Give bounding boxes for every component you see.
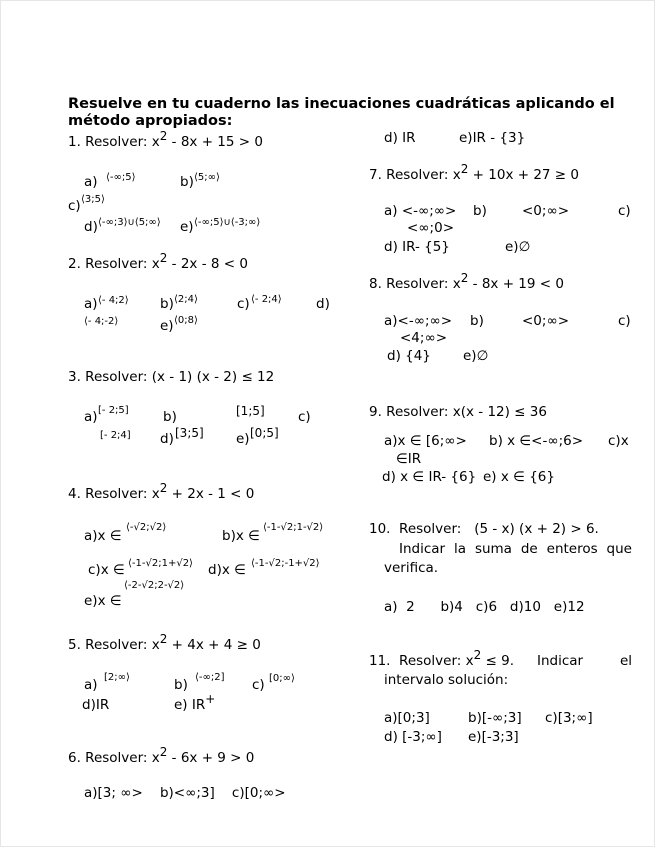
q4-option-e-label: e)x ∈ xyxy=(84,593,122,609)
q9-option-c: ∈IR xyxy=(396,451,422,467)
q1-option-b: ⟨5;∞⟩ xyxy=(194,172,220,183)
q5-option-b-label: b) xyxy=(174,677,188,693)
q1-option-b-label: b) xyxy=(180,174,194,190)
q9-option-e: e) x ∈ {6} xyxy=(483,469,555,485)
q2-option-a-label: a) xyxy=(84,296,98,312)
q7-option-d: d) IR- {5} xyxy=(384,239,450,255)
q5-option-d: d)IR xyxy=(82,697,110,713)
question-11: 11. Resolver: $x^2 \le 9$. xyxy=(369,647,515,669)
q-prev-option-d: d) IR xyxy=(384,130,416,146)
q7-option-c: <∞;0> xyxy=(407,220,455,236)
q3-option-e: [0;5] xyxy=(250,426,279,440)
question-8: 8. Resolver: $x^2 - 8x + 19 < 0$ xyxy=(369,270,564,292)
q2-option-e: ⟨0;8⟩ xyxy=(174,315,198,326)
q3-option-d-label: d) xyxy=(160,431,174,447)
q9-option-b: b) x ∈<-∞;6> xyxy=(489,433,584,449)
q11-option-b: b)[-∞;3] xyxy=(468,710,522,726)
q8-option-e: e)∅ xyxy=(463,348,489,364)
q1-option-c-label: c) xyxy=(68,198,81,214)
question-1: 1. Resolver: $x^2 - 8x + 15 > 0$ xyxy=(68,128,263,150)
title-line-1: Resuelve en tu cuaderno las inecuaciones cuadráticas aplicando el xyxy=(68,96,615,112)
q3-option-d: [3;5] xyxy=(175,426,204,440)
q11-option-d: d) [-3;∞] xyxy=(384,729,442,745)
q3-option-a: [- 2;5] xyxy=(98,405,129,416)
q4-option-a-label: a)x ∈ xyxy=(84,528,122,544)
q3-option-b: [1;5] xyxy=(236,404,265,418)
q4-option-d-label: d)x ∈ xyxy=(208,562,246,578)
q3-option-e-label: e) xyxy=(236,431,250,447)
q2-option-a: ⟨- 4;2⟩ xyxy=(98,295,129,306)
q2-option-e-label: e) xyxy=(160,318,174,334)
q2-option-d-label: d) xyxy=(316,296,330,312)
q8-option-b: <0;∞> xyxy=(522,313,570,329)
q2-option-d: ⟨- 4;-2⟩ xyxy=(84,316,119,327)
q-prev-option-e: e)IR - {3} xyxy=(459,130,526,146)
question-4: 4. Resolver: $x^2 + 2x - 1 < 0$ xyxy=(68,480,255,502)
question-10-line-2: Indicar la suma de enteros que xyxy=(399,541,632,557)
q5-option-e: e) IR+ xyxy=(174,691,216,713)
q4-option-a: ⟨-√2;√2⟩ xyxy=(126,522,167,533)
q8-option-b-label: b) xyxy=(470,313,484,329)
q2-option-b: ⟨2;4⟩ xyxy=(174,294,198,305)
question-3: 3. Resolver: (x - 1) (x - 2) ≤ 12 xyxy=(68,369,275,385)
q9-option-c-label: c)x xyxy=(608,433,629,449)
q4-option-b: ⟨-1-√2;1-√2⟩ xyxy=(263,522,324,533)
q3-option-c-label: c) xyxy=(298,409,311,425)
q2-option-c: ⟨- 2;4⟩ xyxy=(251,294,282,305)
q7-option-c-label: c) xyxy=(618,203,631,219)
q11-option-e: e)[-3;3] xyxy=(468,729,519,745)
q1-option-d-label: d) xyxy=(84,219,98,235)
question-2: 2. Resolver: $x^2 - 2x - 8 < 0$ xyxy=(68,250,248,272)
q8-option-c-label: c) xyxy=(618,313,631,329)
q9-option-a: a)x ∈ [6;∞> xyxy=(384,433,467,449)
question-6: 6. Resolver: $x^2 - 6x + 9 > 0$ xyxy=(68,744,255,766)
question-10: 10. Resolver: (5 - x) (x + 2) > 6. xyxy=(369,521,599,537)
q11-option-c: c)[3;∞] xyxy=(545,710,593,726)
q9-option-d: d) x ∈ IR- {6} xyxy=(382,469,477,485)
q5-option-c-label: c) xyxy=(252,677,265,693)
q3-option-c: [- 2;4] xyxy=(100,430,131,441)
q1-option-e-label: e) xyxy=(180,219,194,235)
q5-option-a-label: a) xyxy=(84,677,98,693)
q7-option-e: e)∅ xyxy=(505,239,531,255)
question-7: 7. Resolver: $x^2 + 10x + 27 \ge 0$ xyxy=(369,161,579,183)
q4-option-b-label: b)x ∈ xyxy=(222,528,260,544)
question-11-line-2: intervalo solución: xyxy=(384,672,509,688)
q7-option-a: a) <-∞;∞> xyxy=(384,203,457,219)
q1-option-e: ⟨-∞;5⟩∪⟨-3;∞⟩ xyxy=(194,217,261,228)
q5-option-b: ⟨-∞;2] xyxy=(195,672,225,683)
q4-option-c-label: c)x ∈ xyxy=(88,562,125,578)
q6-options: a)[3; ∞> b)<∞;3] c)[0;∞> xyxy=(84,785,286,801)
q3-option-a-label: a) xyxy=(84,409,98,425)
q3-option-b-label: b) xyxy=(163,409,177,425)
question-11-el: el xyxy=(620,653,633,669)
q7-option-b-label: b) xyxy=(473,203,487,219)
question-10-line-3: verifica. xyxy=(384,560,439,576)
q11-option-a: a)[0;3] xyxy=(384,710,430,726)
q1-option-a: ⟨-∞;5⟩ xyxy=(106,172,136,183)
q5-option-a: [2;∞⟩ xyxy=(104,672,130,683)
q7-option-b: <0;∞> xyxy=(522,203,570,219)
title-line-2: método apropiados: xyxy=(68,113,233,129)
q1-option-c: ⟨3;5⟩ xyxy=(81,194,105,205)
q8-option-a: a)<-∞;∞> xyxy=(384,313,453,329)
q2-option-c-label: c) xyxy=(237,296,250,312)
q2-option-b-label: b) xyxy=(160,296,174,312)
q10-options: a) 2 b)4 c)6 d)10 e)12 xyxy=(384,599,585,615)
q8-option-d: d) {4} xyxy=(387,348,431,364)
question-5: 5. Resolver: $x^2 + 4x + 4 \ge 0$ xyxy=(68,631,261,653)
q4-option-d: ⟨-1-√2;-1+√2⟩ xyxy=(251,558,320,569)
q1-option-a-label: a) xyxy=(84,174,98,190)
q4-option-e: ⟨-2-√2;2-√2⟩ xyxy=(124,580,185,591)
q5-option-c: [0;∞⟩ xyxy=(269,673,295,684)
question-11-indicar: Indicar xyxy=(537,653,584,669)
q1-option-d: ⟨-∞;3⟩∪⟨5;∞⟩ xyxy=(98,217,161,228)
q4-option-c: ⟨-1-√2;1+√2⟩ xyxy=(128,558,193,569)
question-9: 9. Resolver: x(x - 12) ≤ 36 xyxy=(369,404,547,420)
q8-option-c: <4;∞> xyxy=(400,330,448,346)
